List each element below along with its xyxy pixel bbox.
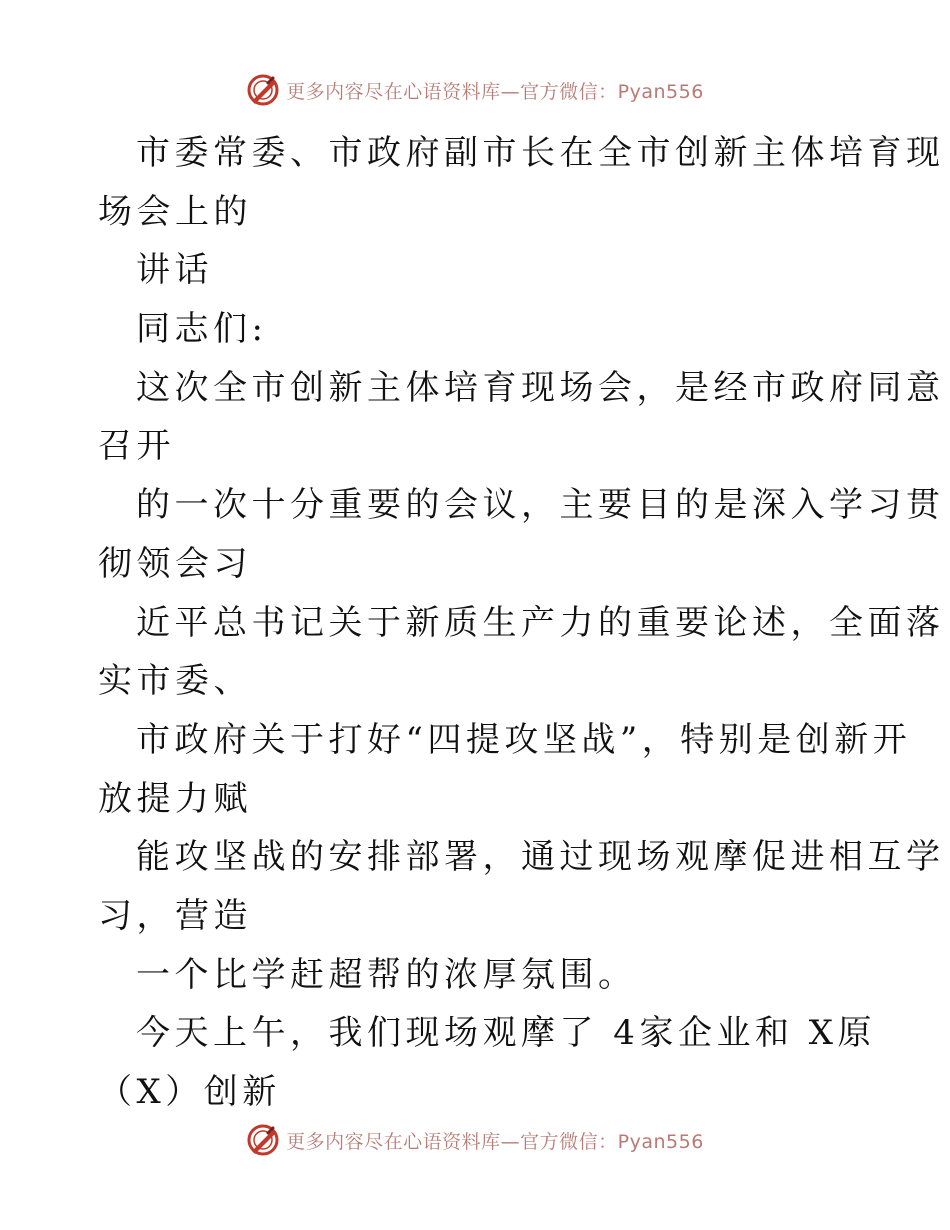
text-line: 市委常委、市政府副市长在全市创新主体培育现 <box>136 133 945 173</box>
text-line: 一个比学赶超帮的浓厚氛围。 <box>136 954 637 995</box>
pen-logo-icon <box>246 73 280 107</box>
text-line: 召开 <box>98 426 175 467</box>
pen-logo-icon <box>246 1123 280 1157</box>
text-line: 同志们: <box>136 309 268 350</box>
text-line: 实市委、 <box>98 661 252 702</box>
text-line: 能攻坚战的安排部署，通过现场观摩促进相互学 <box>136 837 945 878</box>
watermark-text: 更多内容尽在心语资料库—官方微信：Pyan556 <box>286 1130 704 1153</box>
text-line: 习，营造 <box>98 895 252 936</box>
footer-watermark <box>0 1120 950 1160</box>
text-line: 放提力赋 <box>98 778 252 819</box>
document-body <box>0 124 950 1122</box>
text-line: 这次全市创新主体培育现场会，是经市政府同意 <box>136 367 945 408</box>
text-line: 市政府关于打好“四提攻坚战”，特别是创新开 <box>136 719 912 760</box>
text-line: 彻领会习 <box>98 543 252 584</box>
text-line: （X）创新 <box>98 1072 281 1112</box>
text-line: 场会上的 <box>98 191 252 232</box>
text-line: 的一次十分重要的会议，主要目的是深入学习贯 <box>136 485 945 526</box>
watermark-text: 更多内容尽在心语资料库—官方微信：Pyan556 <box>286 80 704 103</box>
text-line: 今天上午，我们现场观摩了 4家企业和 X原 <box>136 1013 876 1054</box>
text-line: 讲话 <box>136 250 213 291</box>
header-watermark <box>0 70 950 110</box>
text-line: 近平总书记关于新质生产力的重要论述，全面落 <box>136 602 945 643</box>
